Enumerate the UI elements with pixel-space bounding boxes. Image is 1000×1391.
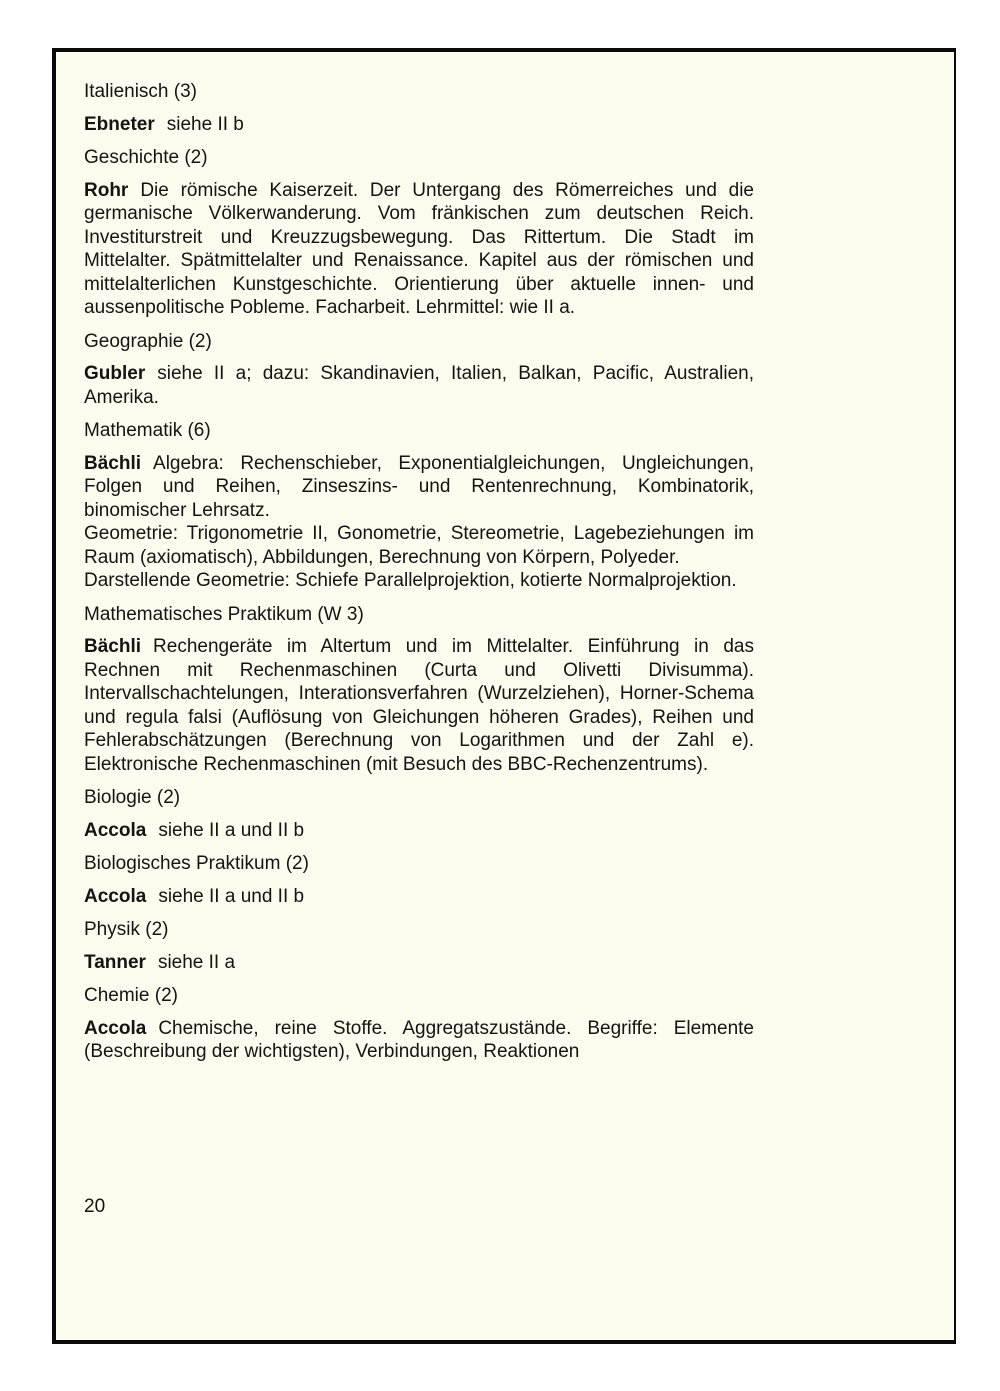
subject-entry	[84, 179, 754, 320]
subject-description: Algebra: Rechenschieber, Exponentialgleichungen, Ungleichungen, Folgen und Reihen, Zinseszins- und Rentenrechnung, Kombinatorik, binomischer Lehrsatz.	[84, 452, 754, 521]
section-biologisches-praktikum	[84, 852, 754, 908]
subject-entry	[84, 951, 754, 975]
subject-entry	[84, 819, 754, 843]
subject-description-geometrie: Geometrie: Trigonometrie II, Gonometrie, Stereometrie, Lagebeziehungen im Raum (axiomatisch), Abbildungen, Berechnung von Körpern, Polyeder.	[84, 523, 754, 568]
teacher-name: Rohr	[84, 179, 129, 201]
subject-description: Rechengeräte im Altertum und im Mittelalter. Einführung in das Rechnen mit Rechenmaschinen (Curta und Olivetti Divisumma). Intervallschachtelungen, Interationsverfahren (Wurzelziehen), Horner-Schema und regula falsi (Auflösung von Gleichungen höheren Grades), Reihen und Fehlerabschätzungen (Berechnung von Logarithmen und der Zahl e). Elektronische Rechenmaschinen (mit Besuch des BBC-Rechenzentrums).	[84, 636, 754, 775]
subject-heading: Geographie (2)	[84, 330, 212, 352]
subject-heading: Mathematisches Praktikum (W 3)	[84, 603, 364, 625]
subject-description: Chemische, reine Stoffe. Aggregatszustände. Begriffe: Elemente (Beschreibung der wichtigsten), Verbindungen, Reaktionen	[84, 1017, 754, 1062]
section-italienisch	[84, 80, 754, 136]
subject-heading: Chemie (2)	[84, 985, 178, 1006]
subject-description: siehe II a und II b	[158, 885, 305, 907]
teacher-name: Gubler	[84, 363, 146, 384]
page-content	[84, 80, 754, 1064]
subject-heading: Biologie (2)	[84, 787, 181, 808]
teacher-name: Bächli	[84, 636, 142, 657]
page-number: 20	[84, 1196, 106, 1217]
teacher-name: Ebneter	[84, 113, 155, 135]
section-physik	[84, 918, 754, 974]
subject-heading: Italienisch (3)	[84, 81, 197, 102]
section-geographie	[84, 330, 754, 410]
teacher-name: Accola	[84, 885, 147, 907]
subject-entry	[84, 635, 754, 776]
subject-heading: Biologisches Praktikum (2)	[84, 853, 309, 874]
subject-heading: Physik (2)	[84, 919, 169, 940]
subject-description-darstellende-geometrie: Darstellende Geometrie: Schiefe Parallelprojektion, kotierte Normalprojektion.	[84, 570, 737, 591]
teacher-name: Accola	[84, 819, 147, 841]
subject-description: siehe II b	[166, 113, 244, 135]
subject-description: siehe II a; dazu: Skandinavien, Italien, Balkan, Pacific, Australien, Amerika.	[84, 363, 754, 408]
subject-entry	[84, 885, 754, 909]
section-chemie	[84, 984, 754, 1064]
section-mathematik	[84, 419, 754, 593]
subject-heading: Geschichte (2)	[84, 147, 208, 168]
subject-entry	[84, 1017, 754, 1064]
teacher-name: Tanner	[84, 951, 146, 973]
subject-entry	[84, 113, 754, 137]
section-mathematisches-praktikum	[84, 603, 754, 777]
subject-entry	[84, 362, 754, 409]
teacher-name: Bächli	[84, 452, 142, 474]
section-biologie	[84, 786, 754, 842]
teacher-name: Accola	[84, 1017, 147, 1039]
section-geschichte	[84, 146, 754, 320]
subject-heading: Mathematik (6)	[84, 420, 211, 441]
subject-description: siehe II a	[157, 951, 236, 973]
subject-description: siehe II a und II b	[158, 819, 305, 841]
subject-entry	[84, 452, 754, 593]
subject-description: Die römische Kaiserzeit. Der Untergang des Römerreiches und die germanische Völkerwanderung. Vom fränkischen zum deutschen Reich. Investiturstreit und Kreuzzugsbewegung. Das Rittertum. Die Stadt im Mittelalter. Spätmittelalter und Renaissance. Kapitel aus der römischen und mittelalterlichen Kunstgeschichte. Orientierung über aktuelle innen- und aussenpolitische Pobleme. Facharbeit. Lehrmittel: wie II a.	[84, 179, 754, 318]
